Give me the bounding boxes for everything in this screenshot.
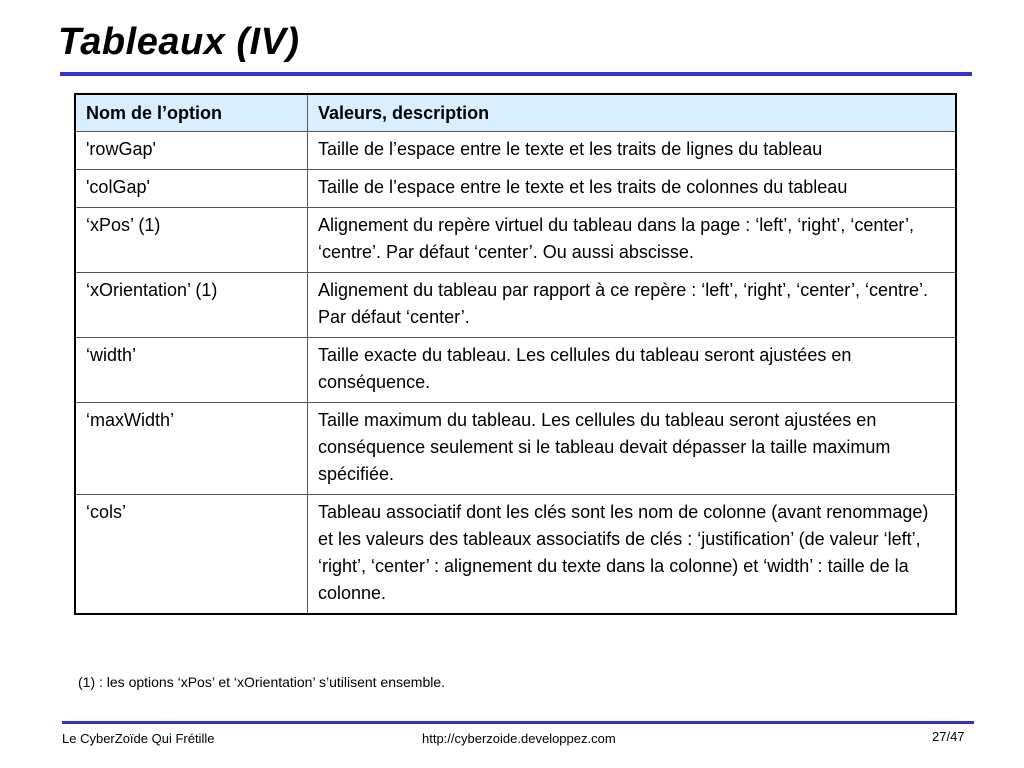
table-row xyxy=(75,338,956,403)
table-row xyxy=(75,403,956,495)
table-row xyxy=(75,495,956,615)
table-row xyxy=(75,273,956,338)
option-description-cell: Alignement du tableau par rapport à ce repère : ‘left’, ‘right’, ‘center’, ‘centre’. Par défaut ‘center’. xyxy=(308,273,957,338)
option-description-cell: Alignement du repère virtuel du tableau dans la page : ‘left’, ‘right’, ‘center’, ‘centre’. Par défaut ‘center’. Ou aussi abscisse. xyxy=(308,208,957,273)
option-name-cell: ‘xPos’ (1) xyxy=(75,208,308,273)
footer-divider xyxy=(62,721,974,724)
slide-title: Tableaux (IV) xyxy=(58,21,300,63)
column-header-description: Valeurs, description xyxy=(308,94,957,132)
option-description-cell: Taille de l’espace entre le texte et les traits de lignes du tableau xyxy=(308,132,957,170)
title-divider xyxy=(60,72,972,76)
table-row xyxy=(75,170,956,208)
option-name-cell: ‘xOrientation’ (1) xyxy=(75,273,308,338)
options-table xyxy=(74,93,957,615)
footer-url: http://cyberzoide.developpez.com xyxy=(422,731,616,746)
footer-author: Le CyberZoïde Qui Frétille xyxy=(62,731,215,746)
option-name-cell: 'colGap' xyxy=(75,170,308,208)
footnote: (1) : les options ‘xPos’ et ‘xOrientation’ s’utilisent ensemble. xyxy=(78,674,446,690)
option-name-cell: 'rowGap' xyxy=(75,132,308,170)
option-description-cell: Taille maximum du tableau. Les cellules du tableau seront ajustées en conséquence seulement si le tableau devait dépasser la taille maximum spécifiée. xyxy=(308,403,957,495)
option-description-cell: Tableau associatif dont les clés sont les nom de colonne (avant renommage) et les valeurs des tableaux associatifs de clés : ‘justification’ (de valeur ‘left’, ‘right’, ‘center’ : alignement du texte dans la colonne) et ‘width’ : taille de la colonne. xyxy=(308,495,957,615)
page-number: 27/47 xyxy=(932,729,965,744)
table-row xyxy=(75,132,956,170)
option-description-cell: Taille de l’espace entre le texte et les traits de colonnes du tableau xyxy=(308,170,957,208)
option-name-cell: ‘cols’ xyxy=(75,495,308,615)
option-description-cell: Taille exacte du tableau. Les cellules du tableau seront ajustées en conséquence. xyxy=(308,338,957,403)
option-name-cell: ‘width’ xyxy=(75,338,308,403)
option-name-cell: ‘maxWidth’ xyxy=(75,403,308,495)
table-header-row xyxy=(75,94,956,132)
table-row xyxy=(75,208,956,273)
column-header-option-name: Nom de l’option xyxy=(75,94,308,132)
